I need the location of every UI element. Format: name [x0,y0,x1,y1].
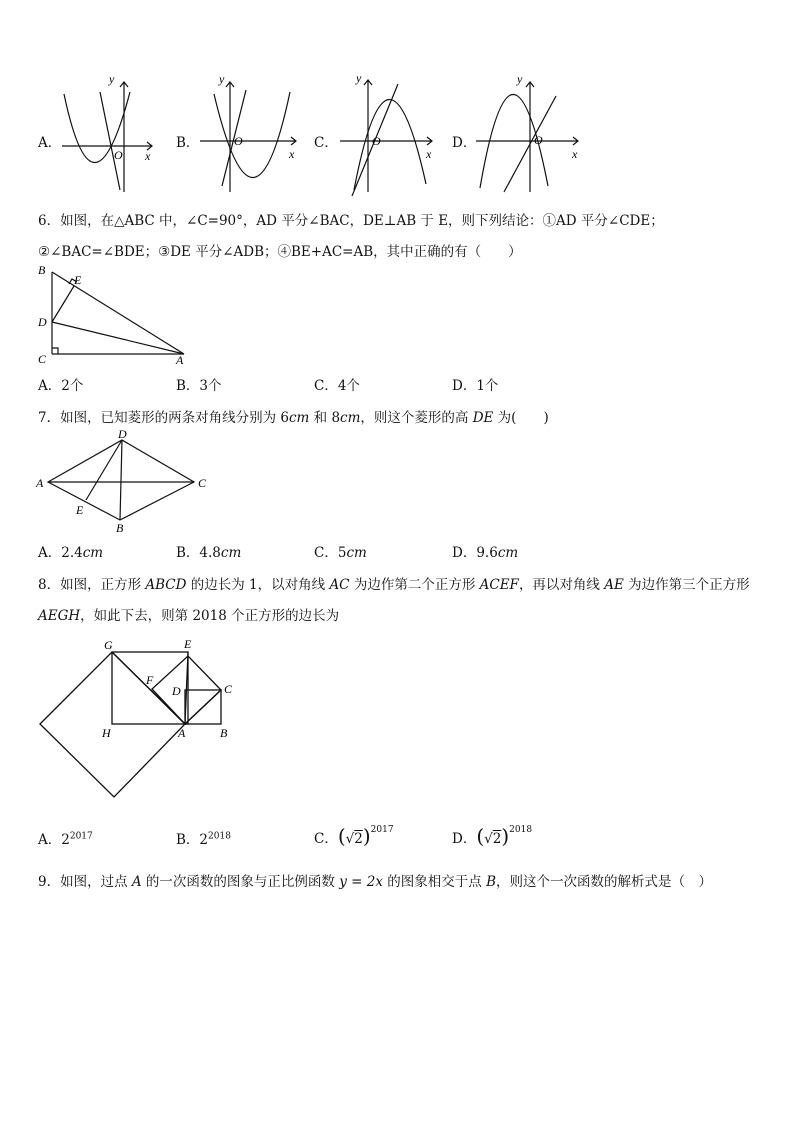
unit: cm [497,545,519,561]
q6-option-a: A．2个 [38,378,84,394]
axis-x-label: x [145,149,151,163]
t: AC [329,577,350,593]
label-d: D [38,315,47,329]
parabola [214,92,290,178]
label-a: A [36,476,44,490]
q7-text-c: ，则这个菱形的高 [360,410,473,426]
t: ，如此下去，则第 2018 个正方形的边长为 [80,608,340,624]
t: ABCD [145,577,187,593]
q7-option-b [176,541,241,561]
base: 2 [199,832,209,848]
exp: 2017 [69,831,93,842]
q7-option-c [314,541,367,561]
t: A [131,874,142,890]
t: ，则这个一次函数的解析式是（ ） [495,874,712,890]
axis-y-label: y [109,72,115,86]
label-c: C [198,476,207,490]
q8-option-c [314,824,394,848]
q7-unit: cm [340,410,361,426]
q7-unit: cm [288,410,310,426]
q5-option-d-label: D． [452,135,477,151]
label-e: E [184,637,192,651]
t: AEGH [38,608,81,624]
t: ACEF [479,577,519,593]
paren-open: ( [476,824,485,848]
label-e: E [76,503,84,517]
label-d: D [118,427,127,441]
q5-option-c-label: C． [314,135,338,151]
paren-close: ) [501,824,510,848]
label-b: B [220,726,228,740]
q8-text-line2 [38,604,339,624]
prefix: B． [176,545,200,561]
origin-label: O [114,148,123,162]
q5-graph-c [338,72,438,197]
q6-figure [34,262,194,368]
num: 2.4 [61,545,83,561]
t: ，再以对角线 [518,577,605,593]
unit: cm [220,545,242,561]
q5-graph-d [474,72,584,197]
axis-x-label: x [289,147,295,161]
q7-text-d: 为( ) [493,410,549,426]
t: 为边作第二个正方形 [349,577,480,593]
label-a: A [178,726,186,740]
t: 的图象相交于点 [382,874,487,890]
q7-text-b: 和 8 [309,410,341,426]
q8-option-d [452,824,532,848]
exp: 2018 [509,824,533,835]
base: 2 [61,832,70,848]
paren-close: ) [362,824,371,848]
q6-text-line1: 6．如图，在△ABC 中，∠C=90°，AD 平分∠BAC，DE⊥AB 于 E，则下列结论：①AD 平分∠CDE； [38,213,664,229]
q6-option-c: C．4个 [314,378,360,394]
base: 2 [354,831,363,847]
q8-option-b [176,828,231,848]
q5-graph-a [58,72,158,197]
axis-x-label: x [426,147,432,161]
t: 9．如图，过点 [38,874,132,890]
num: 5 [337,545,347,561]
t: 的一次函数的图象与正比例函数 [141,874,340,890]
paren-open: ( [337,824,346,848]
num: 9.6 [476,545,498,561]
prefix: C． [314,831,338,847]
q5-graph-b [196,72,306,197]
q8-option-a [38,828,93,848]
origin-label: O [372,134,381,148]
label-c: C [38,352,47,366]
q7-text [38,406,549,426]
line [100,92,120,190]
label-f: F [146,673,154,687]
label-g: G [104,638,113,652]
axis-x-label: x [572,147,578,161]
axis-y-label: y [517,72,523,86]
q8-text-line1 [38,573,750,593]
origin-label: O [234,134,243,148]
prefix: B． [176,832,200,848]
q7-figure [34,426,214,536]
label-d: D [172,684,181,698]
prefix: A． [38,545,62,561]
parabola [354,99,426,190]
base: 2 [492,831,502,847]
q7-de: DE [472,410,494,426]
q5-option-a-label: A． [38,135,62,151]
q7-text-a: 7．如图，已知菱形的两条对角线分别为 6 [38,410,289,426]
t: 的边长为 1，以对角线 [186,577,330,593]
exp: 2017 [370,824,394,835]
label-b: B [38,263,46,277]
t: y = 2x [339,874,383,890]
unit: cm [82,545,104,561]
axis-y-label: y [356,72,362,85]
prefix: A． [38,832,62,848]
label-h: H [102,726,111,740]
sqrt-symbol: √ [345,831,355,847]
t: B [486,874,496,890]
sqrt-symbol: √ [484,831,493,847]
label-a: A [176,353,184,367]
prefix: D． [452,831,477,847]
q6-text-line2: ②∠BAC=∠BDE；③DE 平分∠ADB；④BE+AC=AB，其中正确的有（ ） [38,244,522,260]
q9-text [38,870,712,890]
t: AE [604,577,624,593]
t: 8．如图，正方形 [38,577,146,593]
q6-option-d: D．1个 [452,378,499,394]
q8-figure [34,632,250,804]
unit: cm [346,545,367,561]
t: 为边作第三个正方形 [623,577,750,593]
axis-y-label: y [219,72,225,86]
q6-option-b: B．3个 [176,378,222,394]
origin-label: O [534,133,543,147]
prefix: D． [452,545,477,561]
prefix: C． [314,545,338,561]
label-c: C [224,682,233,696]
num: 4.8 [199,545,221,561]
q7-option-d [452,541,518,561]
q5-option-b-label: B． [176,135,200,151]
exp: 2018 [208,831,231,842]
q7-option-a [38,541,103,561]
label-e: E [74,273,82,287]
label-b: B [116,521,124,535]
